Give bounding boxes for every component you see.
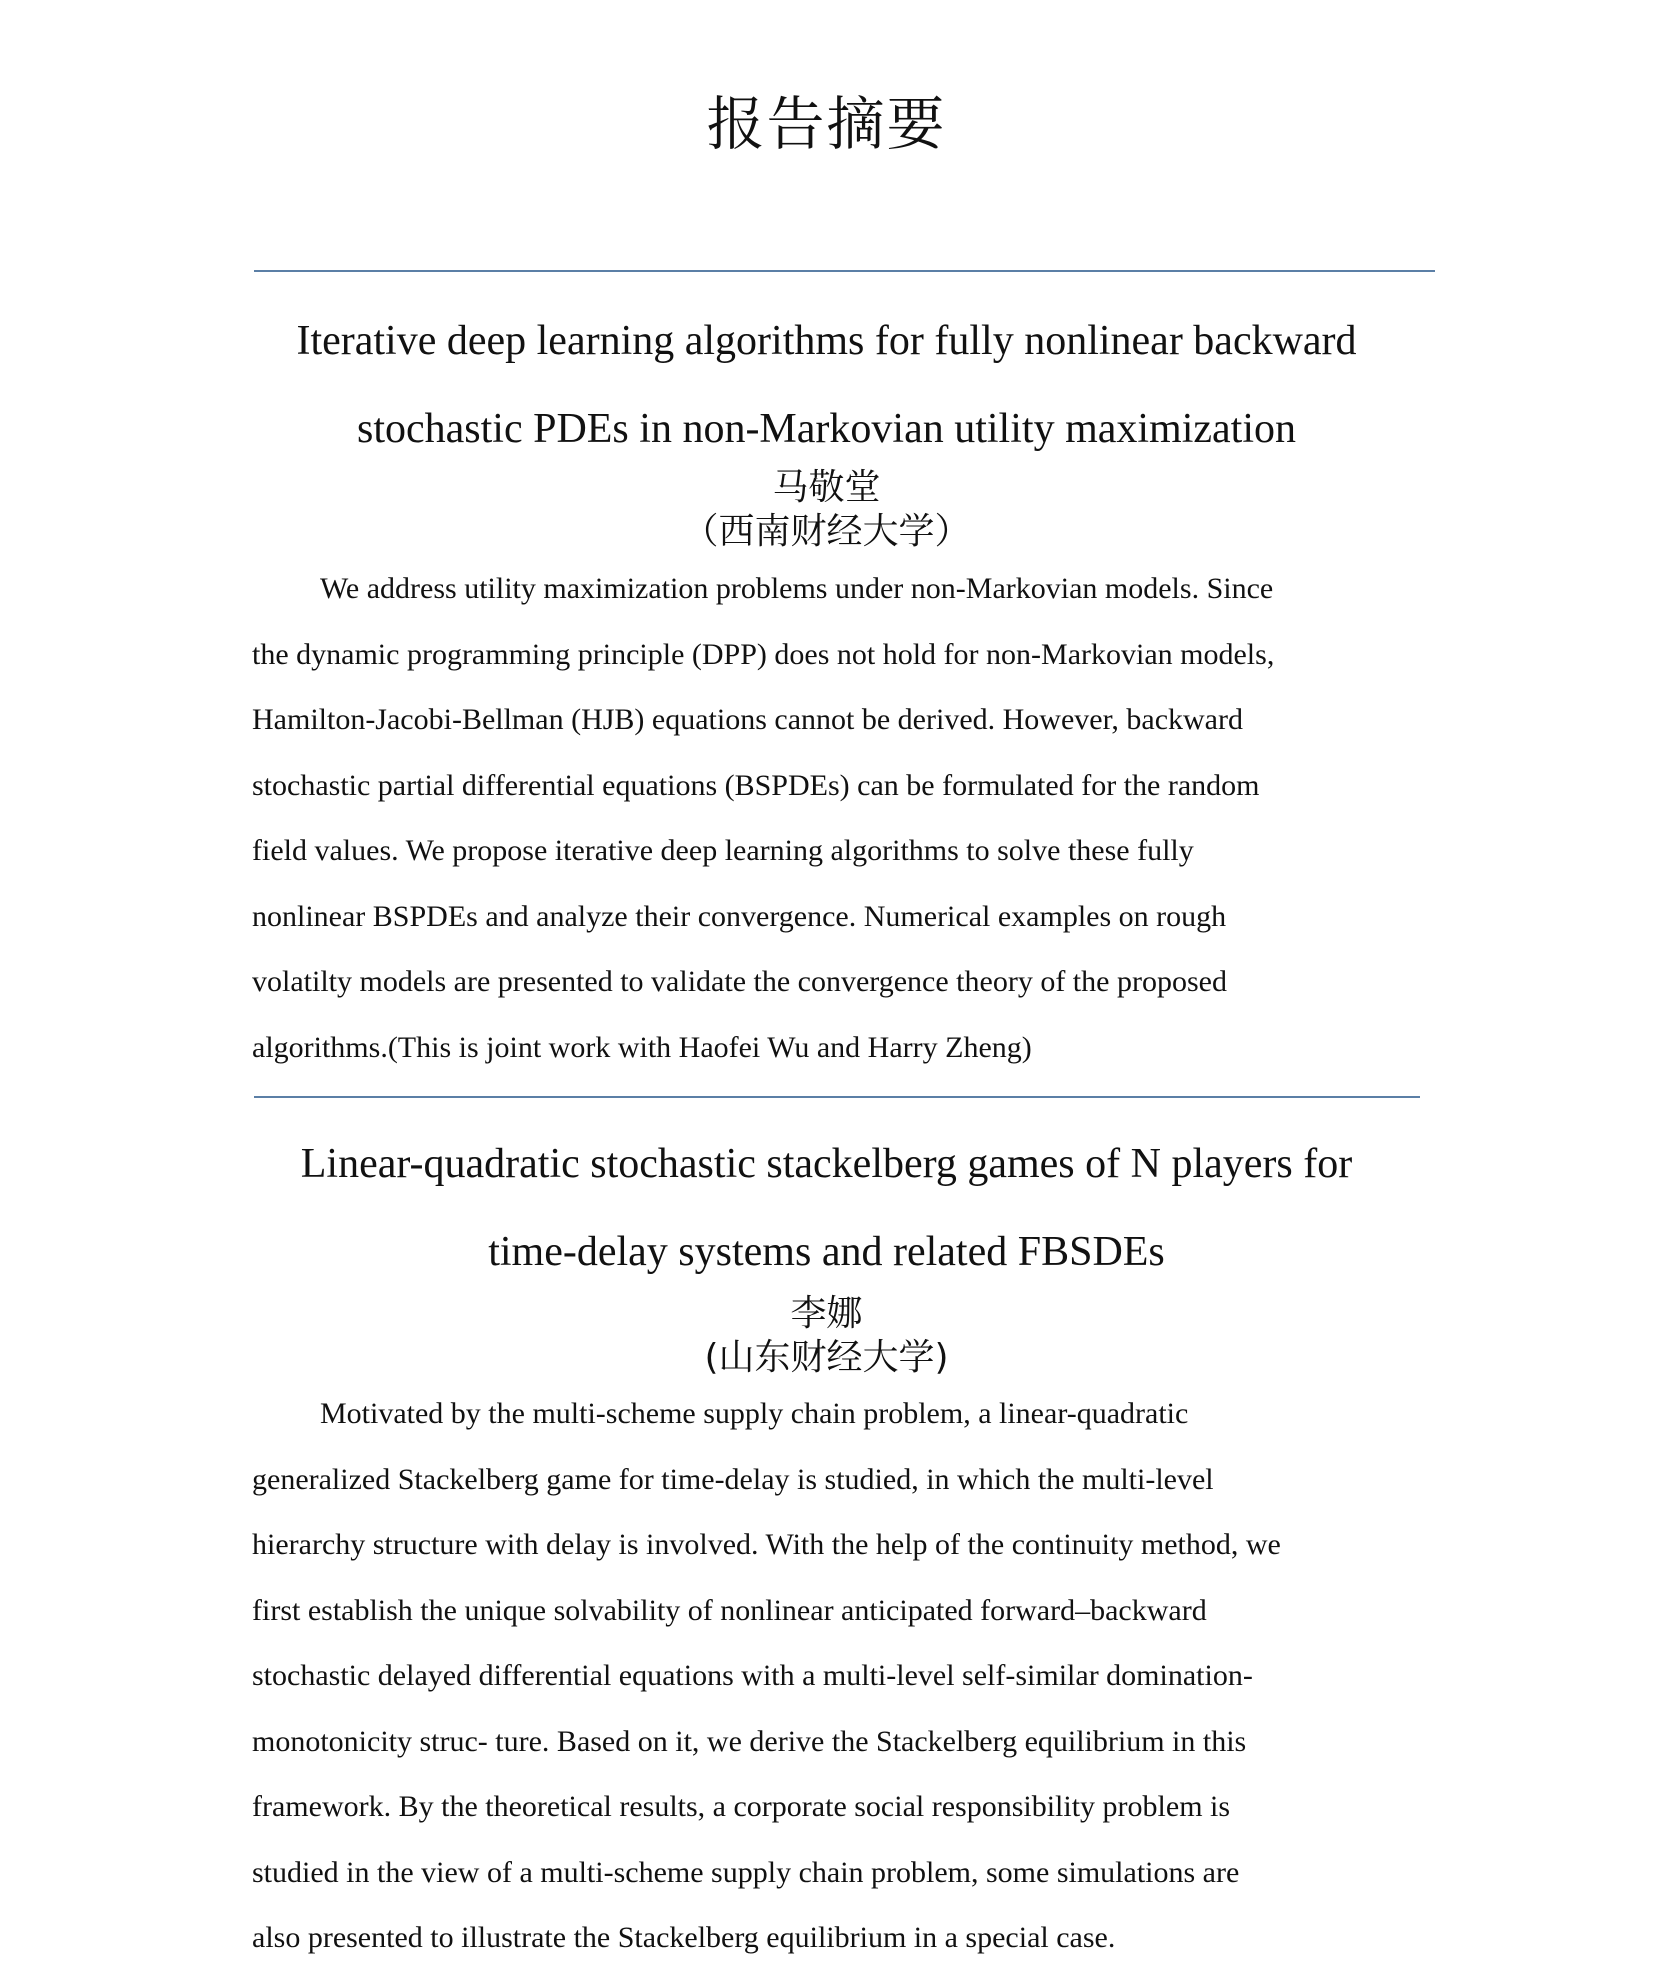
talk-title-line: stochastic PDEs in non-Markovian utility maximization <box>356 406 1297 452</box>
abstract-line: stochastic delayed differential equations with a multi-level self-similar domination- <box>252 1659 1253 1692</box>
speaker-affiliation: (山东财经大学) <box>704 1337 949 1378</box>
abstract-line: the dynamic programming principle (DPP) does not hold for non-Markovian models, <box>252 637 1275 671</box>
talk-title <box>0 297 1653 473</box>
abstract-line: stochastic partial differential equations (BSPDEs) can be formulated for the random <box>252 768 1260 802</box>
abstract-line: Hamilton-Jacobi-Bellman (HJB) equations cannot be derived. However, backward <box>252 703 1243 736</box>
abstract-line: nonlinear BSPDEs and analyze their convergence. Numerical examples on rough <box>252 899 1227 933</box>
talk-title-line: Iterative deep learning algorithms for fully nonlinear backward <box>296 318 1357 364</box>
abstract-line: also presented to illustrate the Stackelberg equilibrium in a special case. <box>252 1921 1116 1954</box>
abstract-line: framework. By the theoretical results, a corporate social responsibility problem is <box>252 1790 1231 1823</box>
abstract-line: algorithms.(This is joint work with Haofei Wu and Harry Zheng) <box>252 1030 1032 1064</box>
abstract-line: Motivated by the multi-scheme supply chain problem, a linear-quadratic <box>320 1397 1189 1430</box>
abstract-line: field values. We propose iterative deep learning algorithms to solve these fully <box>252 834 1194 867</box>
abstract-line: studied in the view of a multi-scheme supply chain problem, some simulations are <box>252 1855 1240 1889</box>
abstract-line: We address utility maximization problems under non-Markovian models. Since <box>320 572 1274 605</box>
section-divider <box>254 270 1435 272</box>
section-divider <box>254 1096 1420 1098</box>
abstract-line: generalized Stackelberg game for time-delay is studied, in which the multi-level <box>252 1462 1214 1496</box>
abstract-line: hierarchy structure with delay is involved. With the help of the continuity method, we <box>252 1528 1281 1561</box>
talk-title <box>0 1120 1653 1296</box>
talk-title-line: Linear-quadratic stochastic stackelberg games of N players for <box>300 1141 1353 1187</box>
abstract-line: volatilty models are presented to validate the convergence theory of the proposed <box>252 965 1227 998</box>
abstract <box>252 1381 1412 1971</box>
speaker-name: 李娜 <box>790 1293 863 1334</box>
page-title: 报告摘要 <box>706 90 947 158</box>
abstract <box>252 556 1412 1080</box>
abstract-line: monotonicity struc- ture. Based on it, we derive the Stackelberg equilibrium in this <box>252 1724 1247 1758</box>
speaker-affiliation: （西南财经大学） <box>682 511 971 552</box>
abstract-line: first establish the unique solvability of nonlinear anticipated forward–backward <box>252 1593 1207 1627</box>
talk-title-line: time-delay systems and related FBSDEs <box>488 1229 1165 1275</box>
speaker-name: 马敬堂 <box>772 467 881 508</box>
